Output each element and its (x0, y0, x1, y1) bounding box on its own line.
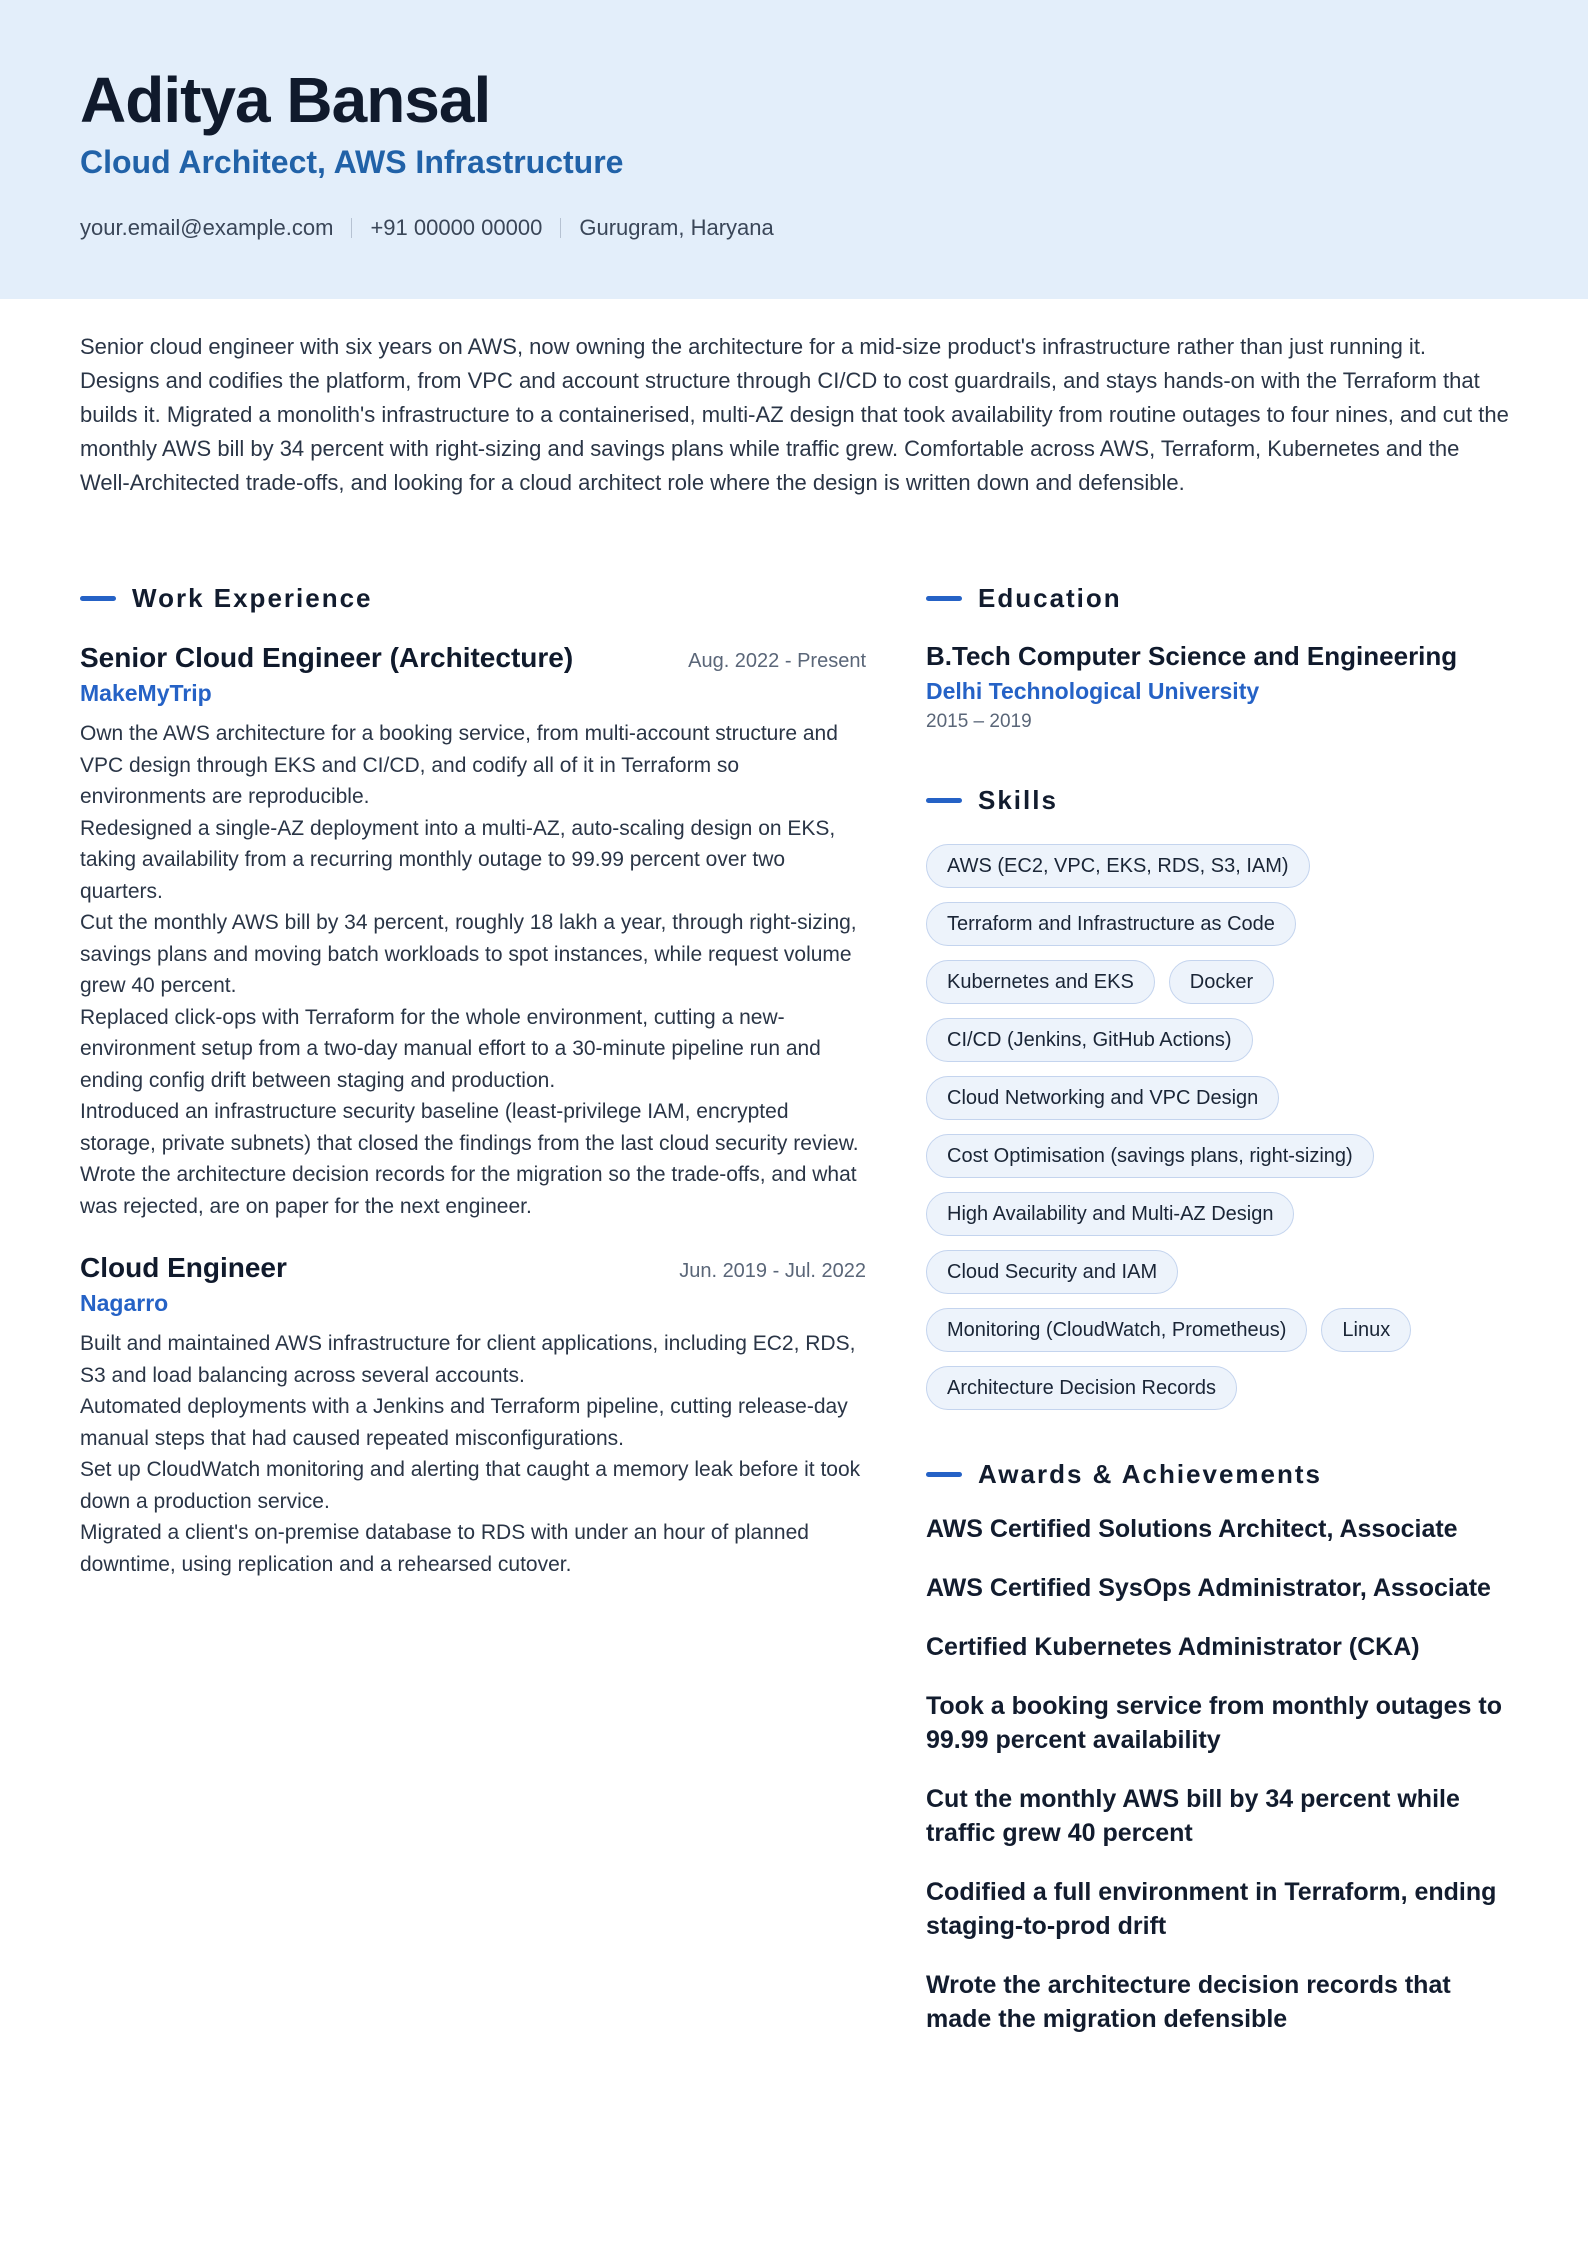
contact-location: Gurugram, Haryana (579, 215, 774, 240)
section-accent-bar (926, 798, 962, 803)
work-section-heading (80, 578, 866, 618)
award-item: AWS Certified SysOps Administrator, Associate (926, 1574, 1491, 1602)
job-bullet: Set up CloudWatch monitoring and alerting that caught a memory leak before it took down a production service. (80, 1458, 861, 1513)
left-column (80, 578, 866, 1580)
award-item: AWS Certified Solutions Architect, Associate (926, 1515, 1458, 1543)
education-section-heading (926, 578, 1516, 618)
skill-chip: High Availability and Multi-AZ Design (926, 1192, 1294, 1236)
contact-divider (560, 218, 561, 238)
section-title: Work Experience (132, 582, 373, 613)
job-entry (80, 640, 866, 1222)
job-bullet: Built and maintained AWS infrastructure for client applications, including EC2, RDS, S3 and load balancing across several accounts. (80, 1332, 856, 1387)
section-title: Education (978, 582, 1122, 613)
job-date: Jun. 2019 - Jul. 2022 (679, 1260, 866, 1282)
skill-chip: CI/CD (Jenkins, GitHub Actions) (926, 1018, 1253, 1062)
job-title: Cloud Engineer (80, 1252, 287, 1283)
header-banner (0, 0, 1588, 299)
section-accent-bar (80, 596, 116, 601)
contact-line (80, 212, 774, 244)
education-degree: B.Tech Computer Science and Engineering (926, 641, 1458, 671)
skill-chip: Monitoring (CloudWatch, Prometheus) (926, 1308, 1307, 1352)
award-item: Codified a full environment in Terraform, ending staging-to-prod drift (926, 1878, 1497, 1940)
job-bullet: Cut the monthly AWS bill by 34 percent, roughly 18 lakh a year, through right-sizing, savings plans and moving batch workloads to spot instances, while request volume grew 40 percent. (80, 911, 857, 997)
contact-email[interactable]: your.email@example.com (80, 215, 334, 240)
skill-chip: Architecture Decision Records (926, 1366, 1237, 1410)
skill-chip: Cloud Networking and VPC Design (926, 1076, 1279, 1120)
skill-chip: Terraform and Infrastructure as Code (926, 902, 1296, 946)
education-years: 2015 – 2019 (926, 711, 1032, 732)
section-title: Awards & Achievements (978, 1458, 1323, 1489)
job-bullet: Automated deployments with a Jenkins and Terraform pipeline, cutting release-day manual steps that had caused repeated misconfigurations. (80, 1395, 848, 1450)
contact-phone[interactable]: +91 00000 00000 (370, 215, 543, 240)
job-entry (80, 1250, 866, 1580)
skills-section-heading (926, 780, 1516, 820)
awards-section-heading (926, 1454, 1516, 1494)
skill-chip: AWS (EC2, VPC, EKS, RDS, S3, IAM) (926, 844, 1310, 888)
awards-list (926, 1512, 1516, 2036)
job-bullet: Migrated a client's on-premise database to RDS with under an hour of planned downtime, using replication and a rehearsed cutover. (80, 1521, 809, 1576)
education-school: Delhi Technological University (926, 678, 1260, 704)
company-name: Nagarro (80, 1290, 169, 1316)
job-bullet: Wrote the architecture decision records for the migration so the trade-offs, and what was rejected, are on paper for the next engineer. (80, 1163, 857, 1218)
section-accent-bar (926, 596, 962, 601)
section-accent-bar (926, 1472, 962, 1477)
skill-chip: Linux (1321, 1308, 1411, 1352)
skill-chip: Docker (1169, 960, 1274, 1004)
right-column (926, 578, 1516, 2061)
contact-divider (351, 218, 352, 238)
job-date: Aug. 2022 - Present (688, 650, 866, 672)
candidate-name: Aditya Bansal (80, 64, 491, 136)
job-bullet: Redesigned a single-AZ deployment into a multi-AZ, auto-scaling design on EKS, taking availability from a recurring monthly outage to 99.99 percent over two quarters. (80, 816, 836, 903)
job-bullet: Introduced an infrastructure security baseline (least-privilege IAM, encrypted storage, private subnets) that closed the findings from the last cloud security review. (80, 1100, 859, 1155)
job-title: Senior Cloud Engineer (Architecture) (80, 642, 574, 673)
job-role: Cloud Architect, AWS Infrastructure (80, 144, 624, 180)
skill-chip: Cloud Security and IAM (926, 1250, 1178, 1294)
job-bullet: Replaced click-ops with Terraform for the whole environment, cutting a new-environment setup from a two-day manual effort to a 30-minute pipeline run and ending config drift between staging and production. (80, 1005, 821, 1092)
summary: Senior cloud engineer with six years on AWS, now owning the architecture for a mid-size product's infrastructure rather than just running it. Designs and codifies the platform, from VPC and account structure through CI/CD to cost guardrails, and stays hands-on with the Terraform that builds it. Migrated a monolith's infrastructure to a containerised, multi-AZ design that took availability from routine outages to four nines, and cut the monthly AWS bill by 34 percent with right-sizing and savings plans while traffic grew. Comfortable across AWS, Terraform, Kubernetes and the Well-Architected trade-offs, and looking for a cloud architect role where the design is written down and defensible. (80, 334, 1509, 495)
job-bullet: Own the AWS architecture for a booking service, from multi-account structure and VPC design through EKS and CI/CD, and codify all of it in Terraform so environments are reproducible. (80, 722, 838, 808)
skill-chip: Kubernetes and EKS (926, 960, 1155, 1004)
skill-chip-list (926, 844, 1516, 1410)
skills-section (926, 780, 1516, 1410)
awards-section (926, 1454, 1516, 2036)
award-item: Wrote the architecture decision records that made the migration defensible (926, 1971, 1451, 2033)
section-title: Skills (978, 784, 1058, 815)
award-item: Took a booking service from monthly outages to 99.99 percent availability (926, 1692, 1503, 1754)
award-item: Certified Kubernetes Administrator (CKA) (926, 1633, 1420, 1661)
award-item: Cut the monthly AWS bill by 34 percent while traffic grew 40 percent (926, 1785, 1460, 1847)
company-name: MakeMyTrip (80, 680, 212, 706)
skill-chip: Cost Optimisation (savings plans, right-sizing) (926, 1134, 1374, 1178)
